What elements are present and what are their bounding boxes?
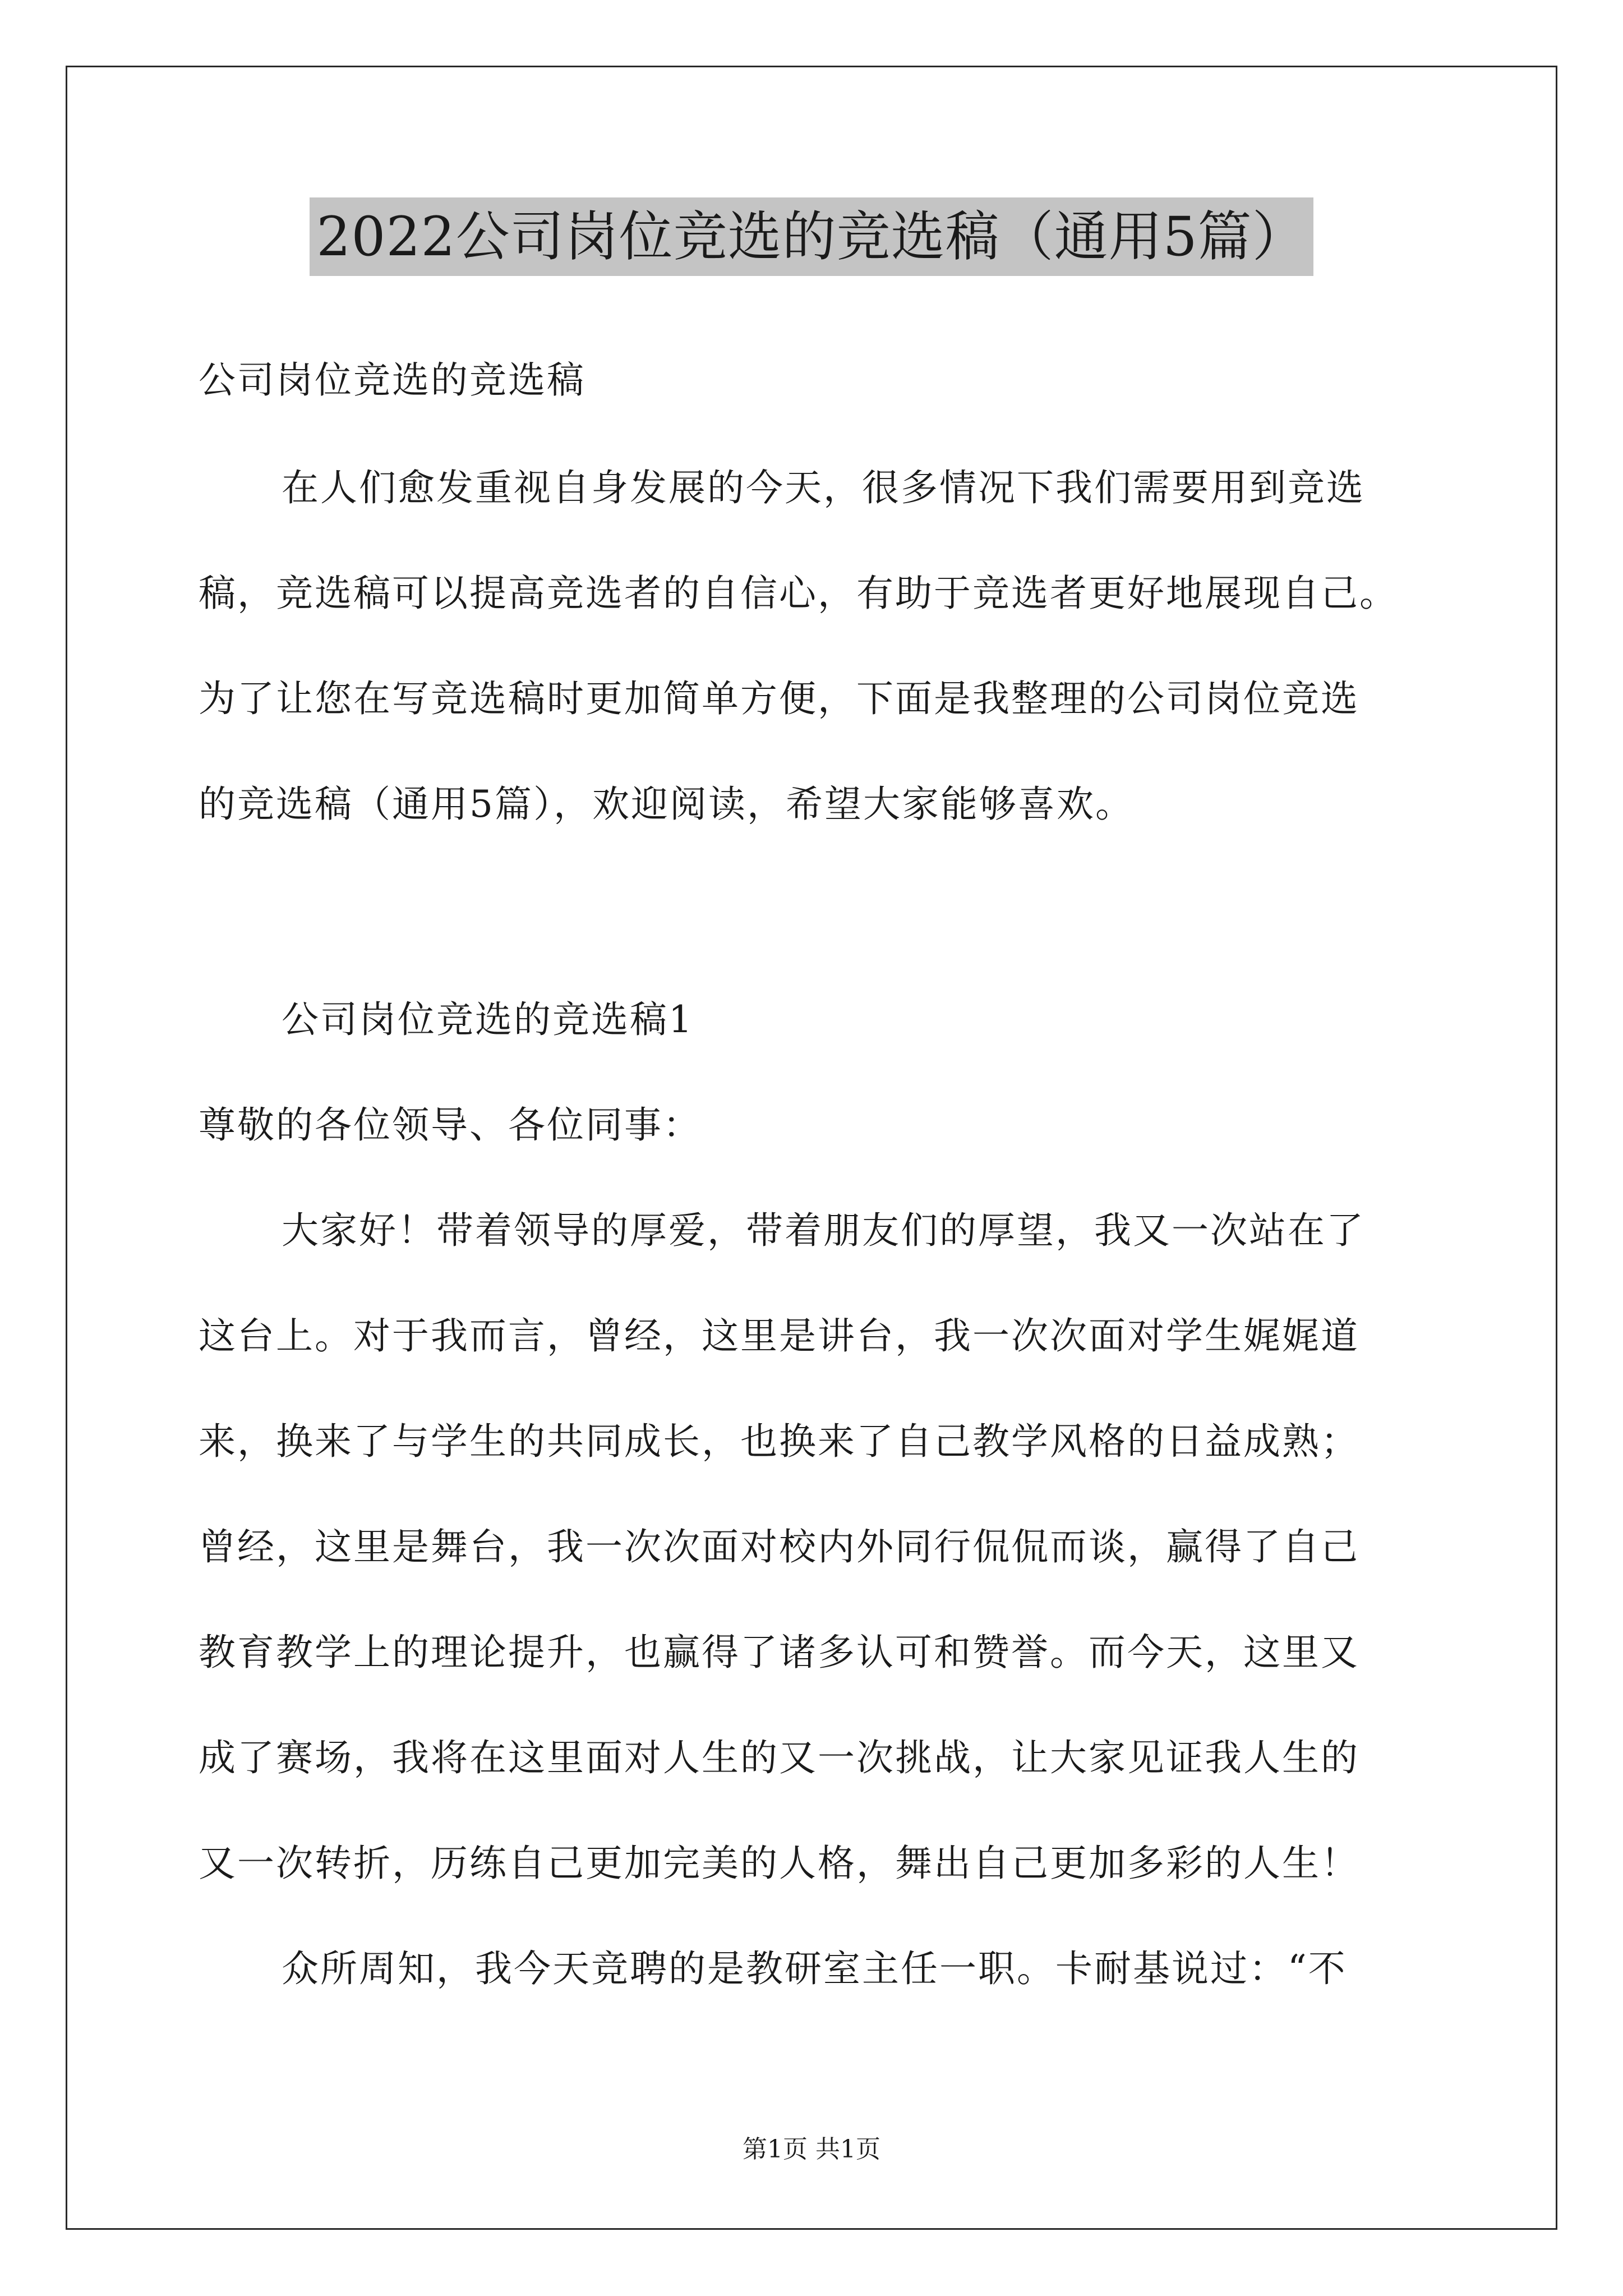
document-title: 2022公司岗位竞选的竞选稿（通用5篇）	[310, 197, 1313, 276]
salutation: 尊敬的各位领导、各位同事：	[199, 1103, 702, 1147]
paragraph-line: 这台上。对于我而言，曾经，这里是讲台，我一次次面对学生娓娓道	[199, 1314, 1359, 1358]
paragraph-line: 又一次转折，历练自己更加完美的人格，舞出自己更加多彩的人生！	[199, 1842, 1359, 1885]
paragraph-line: 稿，竞选稿可以提高竞选者的自信心，有助于竞选者更好地展现自己。	[199, 572, 1398, 615]
paragraph-line: 在人们愈发重视自身发展的今天，很多情况下我们需要用到竞选	[282, 466, 1365, 509]
paragraph-line: 成了赛场，我将在这里面对人生的又一次挑战，让大家见证我人生的	[199, 1736, 1359, 1779]
paragraph-line: 为了让您在写竞选稿时更加简单方便，下面是我整理的公司岗位竞选	[199, 677, 1359, 720]
paragraph-line: 教育教学上的理论提升，也赢得了诸多认可和赞誉。而今天，这里又	[199, 1631, 1359, 1674]
paragraph-line: 大家好！带着领导的厚爱，带着朋友们的厚望，我又一次站在了	[282, 1209, 1365, 1252]
page-footer: 第1页 共1页	[743, 2135, 880, 2164]
paragraph-line: 众所周知，我今天竞聘的是教研室主任一职。卡耐基说过：“不	[282, 1947, 1347, 1990]
section-heading: 公司岗位竞选的竞选稿	[199, 358, 585, 402]
subsection-heading: 公司岗位竞选的竞选稿1	[282, 998, 694, 1041]
paragraph-line: 来，换来了与学生的共同成长，也换来了自己教学风格的日益成熟；	[199, 1420, 1359, 1463]
paragraph-line: 曾经，这里是舞台，我一次次面对校内外同行侃侃而谈，赢得了自己	[199, 1525, 1359, 1568]
paragraph-line: 的竞选稿（通用5篇），欢迎阅读，希望大家能够喜欢。	[199, 783, 1134, 826]
title-container	[0, 197, 1623, 276]
